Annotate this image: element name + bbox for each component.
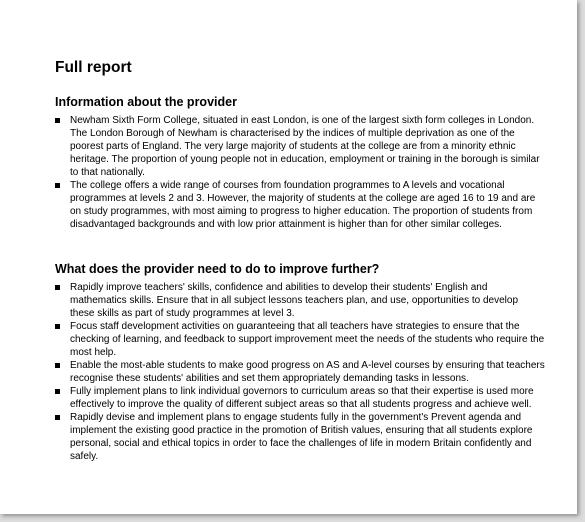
list-item-text: The college offers a wide range of courses from foundation programmes to A levels and vocational programmes at levels 2 and 3. However, the majority of students at the college are aged 16 to 19 and are on study programmes, with most aiming to progress to higher education. The proportion of students from disadvantaged backgrounds and with low prior attainment is higher than for other similar colleges. bbox=[70, 180, 536, 230]
square-bullet-icon bbox=[55, 118, 60, 123]
list-item bbox=[55, 281, 545, 320]
list-item bbox=[55, 320, 545, 359]
report-content bbox=[55, 58, 545, 463]
list-item-text: Newham Sixth Form College, situated in east London, is one of the largest sixth form colleges in London. The London Borough of Newham is characterised by the indices of multiple deprivation as one of the poorest parts of England. The very large majority of students at the college are from a minority ethnic heritage. The proportion of young people not in education, employment or training in the borough is similar to that nationally. bbox=[70, 115, 540, 178]
list-item-text: Focus staff development activities on guaranteeing that all teachers have strategies to ensure that the checking of learning, and feedback to support improvement meet the needs of the students who require the most help. bbox=[70, 321, 545, 358]
page-title: Full report bbox=[55, 59, 132, 76]
list-item-text: Rapidly devise and implement plans to engage students fully in the government's Prevent agenda and implement the existing good practice in the promotion of British values, ensuring that all students explore personal, social and ethical topics in order to face the challenges of life in modern Britain confidently and safely. bbox=[70, 412, 533, 462]
list-item bbox=[55, 359, 545, 385]
square-bullet-icon bbox=[55, 285, 60, 290]
list-item-text: Enable the most-able students to make good progress on AS and A-level courses by ensuring that teachers recognise these students' abilities and set them appropriately demanding tasks in lessons. bbox=[70, 360, 545, 384]
square-bullet-icon bbox=[55, 324, 60, 329]
section-heading-provider-info: Information about the provider bbox=[55, 95, 237, 109]
square-bullet-icon bbox=[55, 363, 60, 368]
list-item bbox=[55, 179, 545, 231]
square-bullet-icon bbox=[55, 389, 60, 394]
provider-info-list bbox=[55, 114, 545, 231]
list-item bbox=[55, 385, 545, 411]
improvement-list bbox=[55, 281, 545, 463]
section-heading-improve: What does the provider need to do to improve further? bbox=[55, 262, 380, 276]
list-item bbox=[55, 114, 545, 179]
square-bullet-icon bbox=[55, 415, 60, 420]
list-item-text: Fully implement plans to link individual governors to curriculum areas so that their expertise is used more effectively to improve the quality of different subject areas so that all students progress and achieve well. bbox=[70, 386, 534, 410]
square-bullet-icon bbox=[55, 183, 60, 188]
list-item-text: Rapidly improve teachers' skills, confidence and abilities to develop their students' English and mathematics skills. Ensure that in all subject lessons teachers plan, and use, opportunities to develop these skills as part of study programmes at level 3. bbox=[70, 282, 519, 319]
list-item bbox=[55, 411, 545, 463]
